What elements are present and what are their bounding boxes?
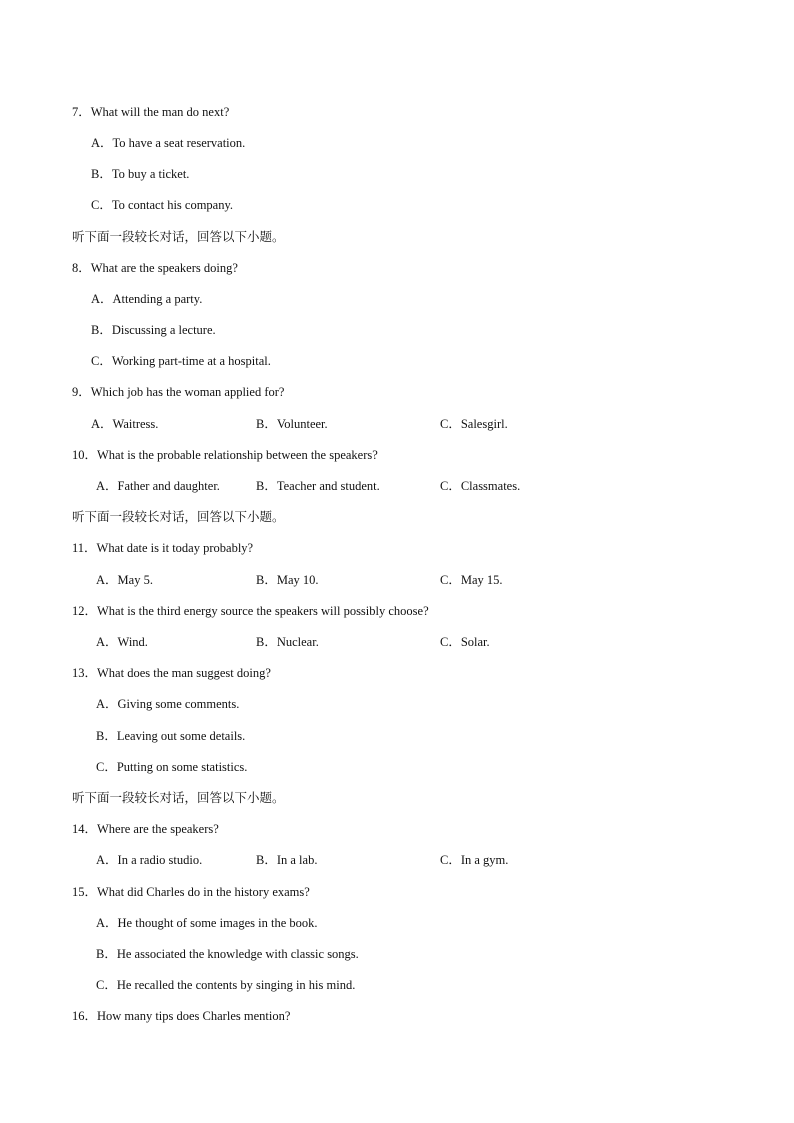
question-10-option-c: C．Classmates. [440,479,521,493]
question-10-option-a: A．Father and daughter. [96,479,220,493]
question-12-option-c: C．Solar. [440,635,490,649]
question-12-option-b: B．Nuclear. [256,635,319,649]
question-8-option-c: C．Working part-time at a hospital. [91,354,271,368]
question-13-option-b: B．Leaving out some details. [96,729,246,743]
question-11-option-b: B．May 10. [256,573,319,587]
question-8-option-a: A．Attending a party. [91,292,203,306]
question-14-option-c: C．In a gym. [440,853,509,867]
question-9-stem: 9．Which job has the woman applied for? [72,385,285,399]
question-11-option-c: C．May 15. [440,573,503,587]
question-7-option-b: B．To buy a ticket. [91,167,190,181]
question-9-option-b: B．Volunteer. [256,417,328,431]
question-12-option-a: A．Wind. [96,635,148,649]
section-instruction-1: 听下面一段较长对话，回答以下小题。 [72,229,285,244]
question-7-option-a: A．To have a seat reservation. [91,136,246,150]
question-15-option-a: A．He thought of some images in the book. [96,916,318,930]
question-14-option-a: A．In a radio studio. [96,853,203,867]
section-instruction-2: 听下面一段较长对话，回答以下小题。 [72,509,285,524]
question-13-stem: 13．What does the man suggest doing? [72,666,271,680]
question-7-stem: 7．What will the man do next? [72,105,230,119]
question-14-option-b: B．In a lab. [256,853,318,867]
question-11-stem: 11．What date is it today probably? [72,541,254,555]
question-13-option-c: C．Putting on some statistics. [96,760,248,774]
question-9-option-a: A．Waitress. [91,417,159,431]
question-15-option-c: C．He recalled the contents by singing in his mind. [96,978,356,992]
question-11-option-a: A．May 5. [96,573,153,587]
section-instruction-3: 听下面一段较长对话，回答以下小题。 [72,790,285,805]
question-7-option-c: C．To contact his company. [91,198,234,212]
question-15-option-b: B．He associated the knowledge with classic songs. [96,947,359,961]
question-10-stem: 10．What is the probable relationship between the speakers? [72,448,378,462]
question-13-option-a: A．Giving some comments. [96,697,240,711]
question-8-option-b: B．Discussing a lecture. [91,323,216,337]
question-16-stem: 16．How many tips does Charles mention? [72,1009,291,1023]
question-14-stem: 14．Where are the speakers? [72,822,219,836]
question-9-option-c: C．Salesgirl. [440,417,508,431]
question-12-stem: 12．What is the third energy source the speakers will possibly choose? [72,604,429,618]
question-8-stem: 8．What are the speakers doing? [72,261,238,275]
question-15-stem: 15．What did Charles do in the history exams? [72,885,310,899]
question-10-option-b: B．Teacher and student. [256,479,380,493]
